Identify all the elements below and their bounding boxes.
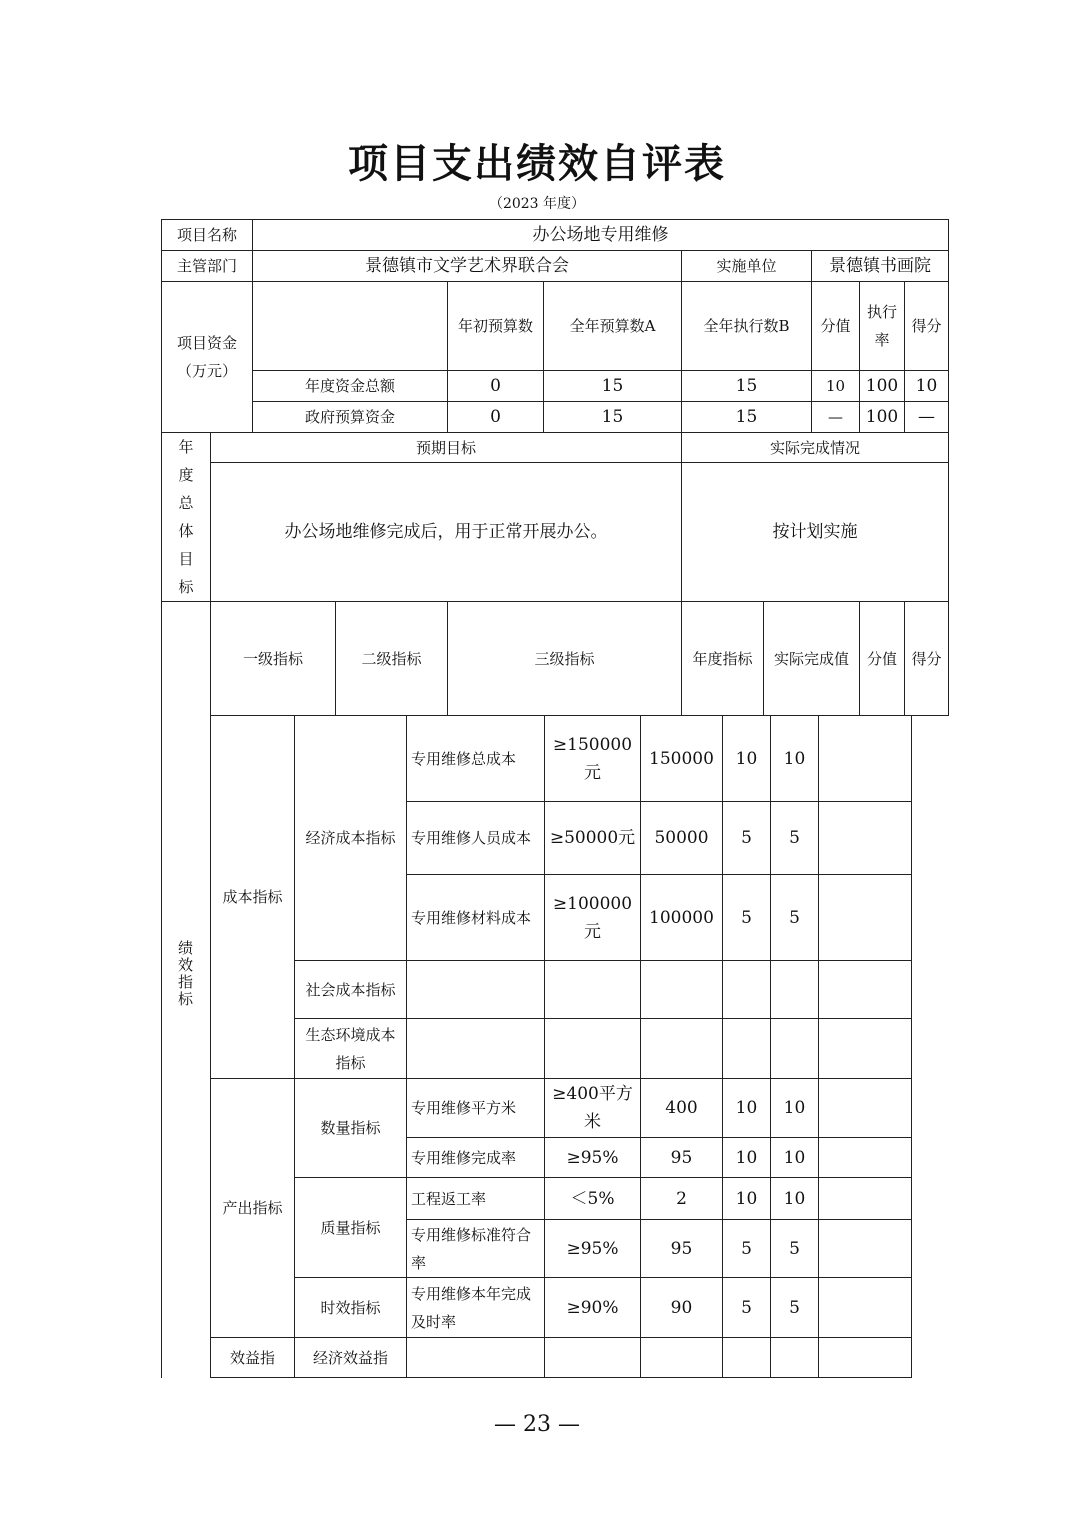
empty-cell [723, 1019, 771, 1079]
indicator-name: 专用维修本年完成及时率 [407, 1278, 545, 1338]
perf-indicator-label [162, 602, 211, 716]
funds-cell: 10 [812, 371, 860, 402]
header-level3: 三级指标 [448, 602, 682, 716]
indicator-target: ≥150000元 [545, 716, 641, 802]
funds-cell: — [812, 402, 860, 433]
header-actual: 实际完成值 [764, 602, 860, 716]
header-level2: 二级指标 [336, 602, 448, 716]
empty-cell [771, 1019, 819, 1079]
empty-cell [407, 1338, 545, 1378]
indicator-name: 专用维修总成本 [407, 716, 545, 802]
indicator-target: ≥95% [545, 1138, 641, 1178]
empty-cell [545, 1019, 641, 1079]
indicator-score: 10 [771, 716, 819, 802]
empty-cell [819, 961, 912, 1019]
annual-goal-label [162, 433, 211, 602]
economic-cost-indicator: 经济成本指标 [295, 716, 407, 961]
perf-indicator-vertical [161, 940, 210, 1008]
funds-cell: 10 [905, 371, 949, 402]
funds-cell: 0 [448, 402, 544, 433]
indicator-name: 专用维修完成率 [407, 1138, 545, 1178]
empty-cell [723, 961, 771, 1019]
empty-cell [545, 961, 641, 1019]
impl-unit-label: 实施单位 [682, 251, 812, 282]
indicator-target: ≥50000元 [545, 802, 641, 875]
indicator-actual: 90 [641, 1278, 723, 1338]
output-indicator: 产出指标 [211, 1079, 295, 1338]
actual-situation-header: 实际完成情况 [682, 433, 949, 463]
funds-cell: 15 [544, 371, 682, 402]
funds-row-label: 政府预算资金 [253, 402, 448, 433]
indicator-score: 10 [771, 1079, 819, 1138]
header-level1: 一级指标 [211, 602, 336, 716]
indicator-deviation [819, 1278, 912, 1338]
project-name-value: 办公场地专用维修 [253, 220, 949, 251]
indicator-name: 专用维修标准符合率 [407, 1220, 545, 1278]
header-annual: 年度指标 [682, 602, 764, 716]
quality-indicator: 质量指标 [295, 1178, 407, 1278]
indicator-score: 5 [771, 875, 819, 961]
funds-header-rate: 执行率 [860, 282, 905, 371]
project-name-label: 项目名称 [162, 220, 253, 251]
indicator-value: 10 [723, 716, 771, 802]
empty-cell [819, 1338, 912, 1378]
header-score: 得分 [905, 602, 949, 716]
economic-benefit-indicator: 经济效益指 [295, 1338, 407, 1378]
empty-cell [641, 1019, 723, 1079]
funds-cell: 100 [860, 402, 905, 433]
funds-cell: 15 [682, 371, 812, 402]
indicator-name: 专用维修平方米 [407, 1079, 545, 1138]
funds-cell: 100 [860, 371, 905, 402]
impl-unit-value: 景德镇书画院 [812, 251, 949, 282]
funds-cell: 15 [544, 402, 682, 433]
dept-label: 主管部门 [162, 251, 253, 282]
indicator-deviation [819, 1079, 912, 1138]
funds-header-executed: 全年执行数B [682, 282, 812, 371]
funds-row-label: 年度资金总额 [253, 371, 448, 402]
funds-header-initial: 年初预算数 [448, 282, 544, 371]
social-cost-indicator: 社会成本指标 [295, 961, 407, 1019]
funds-label: 项目资金（万元） [162, 282, 253, 433]
indicator-actual: 100000 [641, 875, 723, 961]
indicator-deviation [819, 1138, 912, 1178]
indicator-target: ≥95% [545, 1220, 641, 1278]
empty-cell [545, 1338, 641, 1378]
empty-cell [407, 961, 545, 1019]
empty-cell [641, 961, 723, 1019]
year-subtitle: （2023 年度） [488, 196, 586, 212]
eco-cost-indicator: 生态环境成本指标 [295, 1019, 407, 1079]
expected-goal-text: 办公场地维修完成后，用于正常开展办公。 [211, 463, 682, 602]
indicator-value: 5 [723, 1278, 771, 1338]
indicator-name: 专用维修人员成本 [407, 802, 545, 875]
indicator-value: 5 [723, 802, 771, 875]
expected-goal-header: 预期目标 [211, 433, 682, 463]
funds-blank-cell [253, 282, 448, 371]
indicator-name: 工程返工率 [407, 1178, 545, 1220]
indicator-actual: 95 [641, 1138, 723, 1178]
performance-table [161, 219, 949, 716]
indicator-deviation [819, 802, 912, 875]
funds-cell: — [905, 402, 949, 433]
indicator-value: 5 [723, 1220, 771, 1278]
cost-indicator: 成本指标 [211, 716, 295, 1079]
header-score-value: 分值 [860, 602, 905, 716]
perf-indicator-text: 绩效指标 [178, 939, 194, 1008]
indicator-actual: 2 [641, 1178, 723, 1220]
vertical-label-text: 年度总体目标 [178, 438, 194, 596]
funds-cell: 0 [448, 371, 544, 402]
empty-cell [407, 1019, 545, 1079]
indicator-deviation [819, 875, 912, 961]
indicator-table [161, 715, 912, 1378]
indicator-target: ≥100000元 [545, 875, 641, 961]
indicator-deviation [819, 1220, 912, 1278]
indicator-spacer [162, 716, 211, 1378]
funds-header-score-value: 分值 [812, 282, 860, 371]
indicator-value: 10 [723, 1178, 771, 1220]
indicator-actual: 50000 [641, 802, 723, 875]
indicator-name: 专用维修材料成本 [407, 875, 545, 961]
empty-cell [819, 1019, 912, 1079]
indicator-score: 5 [771, 802, 819, 875]
indicator-score: 10 [771, 1138, 819, 1178]
indicator-actual: 400 [641, 1079, 723, 1138]
timeliness-indicator: 时效指标 [295, 1278, 407, 1338]
indicator-target: ≥400平方米 [545, 1079, 641, 1138]
funds-header-score: 得分 [905, 282, 949, 371]
indicator-value: 10 [723, 1138, 771, 1178]
indicator-target: ≥90% [545, 1278, 641, 1338]
page-title: 项目支出绩效自评表 [348, 140, 726, 187]
empty-cell [771, 1338, 819, 1378]
indicator-deviation [819, 1178, 912, 1220]
actual-situation-text: 按计划实施 [682, 463, 949, 602]
funds-header-budget: 全年预算数A [544, 282, 682, 371]
empty-cell [723, 1338, 771, 1378]
empty-cell [641, 1338, 723, 1378]
indicator-score: 10 [771, 1178, 819, 1220]
indicator-score: 5 [771, 1220, 819, 1278]
indicator-score: 5 [771, 1278, 819, 1338]
quantity-indicator: 数量指标 [295, 1079, 407, 1178]
indicator-value: 5 [723, 875, 771, 961]
empty-cell [771, 961, 819, 1019]
page-number: — 23 — [494, 1412, 580, 1437]
indicator-actual: 150000 [641, 716, 723, 802]
benefit-indicator: 效益指 [211, 1338, 295, 1378]
indicator-value: 10 [723, 1079, 771, 1138]
indicator-target: ＜5% [545, 1178, 641, 1220]
indicator-deviation [819, 716, 912, 802]
dept-value: 景德镇市文学艺术界联合会 [253, 251, 682, 282]
funds-cell: 15 [682, 402, 812, 433]
indicator-actual: 95 [641, 1220, 723, 1278]
